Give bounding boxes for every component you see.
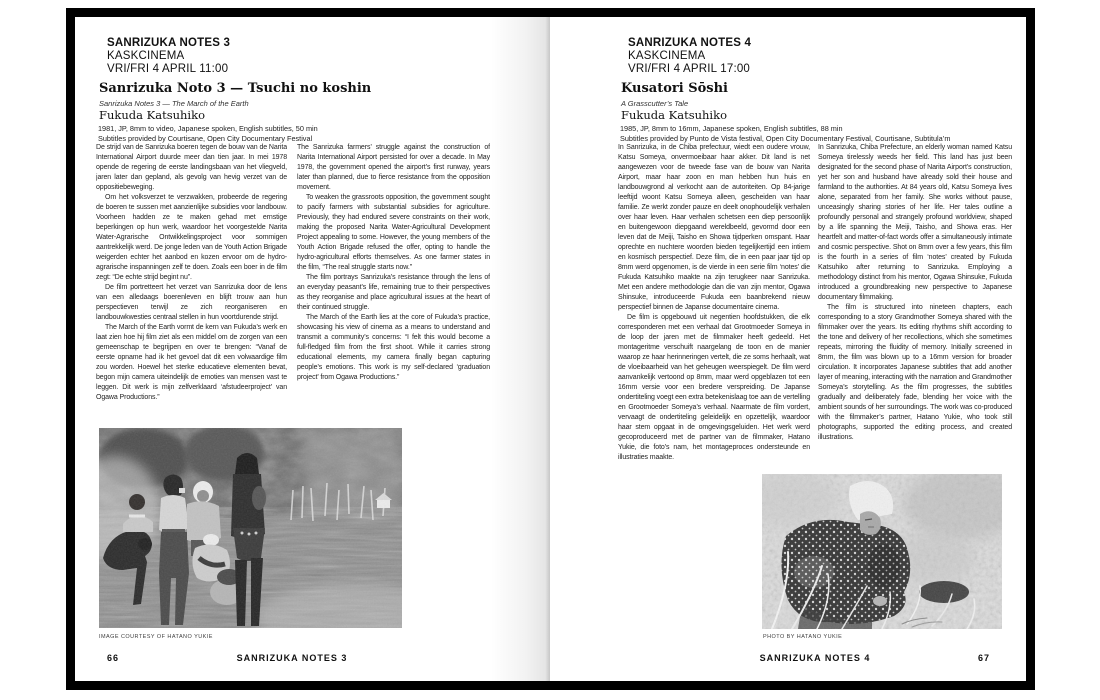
venue: KASKCINEMA xyxy=(628,50,706,62)
paragraph: De strijd van de Sanrizuka boeren tegen de bouw van de Narita International Airport duurde meer dan tien jaar. In mei 1978 opende de regering de eerste landingsbaan van het vliegveld, jaren later dan gepland, als gevolg van hevig verzet van de oppositiebeweging. xyxy=(96,144,287,191)
film-specs: 1985, JP, 8mm to 16mm, Japanese spoken, English subtitles, 88 min xyxy=(620,124,843,133)
venue: KASKCINEMA xyxy=(107,50,185,62)
running-title: SANRIZUKA NOTES 3 xyxy=(236,653,348,663)
screening-datetime: VRI/FRI 4 APRIL 17:00 xyxy=(628,63,751,75)
film-title: Sanrizuka Noto 3 — Tsuchi no koshin xyxy=(99,81,372,96)
paragraph: In Sanrizuka, Chiba Prefecture, an elderly woman named Katsu Someya tirelessly weeds her field. This land has just been designated for the second phase of Narita Airport’s construction, yet her son and husband have already sold their house and farmland to the authorities. At 84 years old, Katsu Someya lives alone, separated from her family. She works without pause, unceasingly sharing stories of her life. Her tales outline a profoundly personal and strangely profound worldview, shaped by a life spanning the Meiji, Taisho, and Showa eras. Her heartfelt and matter-of-fact words offer a simultaneously intimate and cosmic perspective. Shot on 8mm over a few years, this film is the fourth in a series of film ‘notes’ created by Fukuda Katsuhiko after returning to Sanrizuka. Employing a methodology distinct from his mentor, Ogawa Shinsuke, Fukuda introduced a groundbreaking new perspective to Japanese documentary filmmaking. xyxy=(818,144,1012,301)
film-director: Fukuda Katsuhiko xyxy=(621,108,727,122)
photo-caption: PHOTO BY HATANO YUKIE xyxy=(763,634,843,640)
film-credits: Subtitles provided by Courtisane, Open City Documentary Festival xyxy=(98,133,313,143)
photo-caption: IMAGE COURTESY OF HATANO YUKIE xyxy=(99,634,213,640)
screening-datetime: VRI/FRI 4 APRIL 11:00 xyxy=(107,63,229,75)
film-title: Kusatori Sōshi xyxy=(621,81,728,96)
screening-header xyxy=(107,37,230,76)
film-subtitle: A Grasscutter’s Tale xyxy=(621,99,689,108)
paragraph: The March of the Earth vormt de kern van Fukuda’s werk en laat zien hoe hij film ziet als een middel om de zorgen van een gemeenschap te begrijpen en over te brengen: “Vanaf de eerste opname had ik het gevoel dat dit een volwaardige film zou worden. Hoewel het sterke educatieve elementen bevat, begon mijn camera uiteindelijk de emoties van mensen vast te leggen. Dit werk is mijn zelfverklaard ‘afstudeerproject’ van Ogawa Productions.” xyxy=(96,324,287,401)
column-dutch xyxy=(96,143,287,425)
photo-grasscutter-woman xyxy=(762,474,1002,629)
film-meta xyxy=(620,124,950,143)
series-title: SANRIZUKA NOTES 3 xyxy=(107,37,231,49)
page-footer xyxy=(618,653,1012,667)
photo-farmers-field xyxy=(99,428,402,628)
page-number: 67 xyxy=(977,653,990,663)
film-director: Fukuda Katsuhiko xyxy=(99,108,205,122)
film-meta xyxy=(98,124,318,143)
film-specs: 1981, JP, 8mm to video, Japanese spoken, English subtitles, 50 min xyxy=(98,124,318,133)
page-right xyxy=(550,17,1026,681)
body-columns xyxy=(618,143,1012,471)
paragraph: De film is opgebouwd uit negentien hoofdstukken, die elk corresponderen met een verhaal dat Grootmoeder Someya in de loop der jaren met de filmmaker heeft gedeeld. Het montageritme verschuift naargelang de toon en de manier waarop ze haar herinneringen vertelt, die ze soms herhaalt, wat de vloeibaarheid van het geheugen weerspiegelt. De film werd aanvankelijk vertoond op 8mm, maar werd opgeblazen tot een 16mm versie voor een bredere verspreiding. De Japanse ondertiteling voegt een extra betekenislaag toe aan de vertelling en Grootmoeder Someya’s verhaal. Naarmate de film vordert, vervaagt de ondertiteling geleidelijk en opzettelijk, waardoor haar stem opgaat in de omgevingsgeluiden. Het werk werd gecoproduceerd met de partner van de filmmaker, Hatano Yukie, die foto’s nam, het montageproces ondersteunde en illustraties maakte. xyxy=(618,314,810,461)
series-title: SANRIZUKA NOTES 4 xyxy=(628,37,752,49)
paragraph: The film portrays Sanrizuka’s resistance through the lens of an everyday peasant’s life, remaining true to their perspectives as they reorganise and place agricultural issues at the heart of their continued struggle. xyxy=(297,274,490,311)
paragraph: De film portretteert het verzet van Sanrizuka door de lens van een alledaags boerenleven en blijft trouw aan hun perspectieven terwijl ze zich reorganiseren en landbouwkwesties centraal stellen in hun voortdurende strijd. xyxy=(96,284,287,321)
column-english xyxy=(297,143,490,425)
paragraph: The March of the Earth lies at the core of Fukuda’s practice, showcasing his view of cinema as a means to understand and transmit a community’s concerns: “I felt this would become a full-fledged film from the first shoot. While it carries strong educational elements, my camera finally began capturing people’s emotions. This work is my self-declared ‘graduation project’ from Ogawa Productions.” xyxy=(297,314,490,381)
running-title: SANRIZUKA NOTES 4 xyxy=(759,653,871,663)
paragraph: The Sanrizuka farmers’ struggle against the construction of Narita International Airport persisted for over a decade. In May 1978, the government opened the airport’s first runway, years later than planned, due to fierce resistance from the opposition movement. xyxy=(297,144,490,191)
page-number: 66 xyxy=(107,653,120,663)
page-left xyxy=(75,17,550,681)
paragraph: To weaken the grassroots opposition, the government sought to pacify farmers with substantial subsidies for agriculture. Previously, they had endured severe constraints on their work, making the proposed Narita Water-Agricultural Development Project appealing to some. However, the young members of the Youth Action Brigade refused the offer, opting to handle the hydro-agricultural efforts themselves. As one farmer states in the film, “The real struggle starts now.” xyxy=(297,194,490,271)
paragraph: The film is structured into nineteen chapters, each corresponding to a story Grandmother Someya shared with the filmmaker over the years. Its editing rhythms shift according to the tone and delivery of her recollections, which she sometimes repeats, mirroring the fluidity of memory. Initially screened in 8mm, the film was blown up to a 16mm version for broader circulation. It incorporates Japanese subtitles that add another layer of meaning, interacting with the narration and Grandmother Someya’s storytelling. As the film progresses, the subtitles gradually and deliberately fade, blending her voice with the ambient sounds of her surroundings. The work was co-produced with the filmmaker’s partner, Hatano Yukie, who took still photographs, supported the editing process, and created illustrations. xyxy=(818,304,1012,441)
paragraph: In Sanrizuka, in de Chiba prefectuur, wiedt een oudere vrouw, Katsu Someya, onvermoeibaar haar akker. Dit land is net aangewezen voor de tweede fase van de bouw van Narita Airport, maar haar zoon en man hebben hun huis en landbouwgrond al verkocht aan de autoriteiten. Op 84-jarige leeftijd woont Katsu Someya alleen, gescheiden van haar familie. Ze werkt zonder pauze en deelt onophoudelijk verhalen over haar leven. Haar verhalen schetsen een diep persoonlijk en buitengewoon diepgaand wereldbeeld, gevormd door een leven dat de Meiji, Taisho en Showa tijdperken omspant. Haar oprechte en nuchtere woorden bieden tegelijkertijd een intiem en kosmisch perspectief. Deze film, die in een paar jaar tijd op 8mm werd opgenomen, is de vierde in een serie film ‘notes’ die Fukuda Katsuhiko maakte na zijn terugkeer naar Sanrizuka. Met een andere methodologie dan die van zijn mentor, Ogawa Shinsuke, introduceerde Fukuda een baanbrekend nieuw perspectief binnen de Japanse documentaire cinema. xyxy=(618,144,810,311)
screening-header xyxy=(628,37,751,76)
paragraph: Om het volksverzet te verzwakken, probeerde de regering de boeren te sussen met aanzienlijke subsidies voor landbouw. Voorheen hadden ze te maken gehad met ernstige beperkingen op hun werk, waardoor het voorgestelde Narita Water-Agrarische Ontwikkelingsproject voor sommigen aantrekkelijk werd. De jonge leden van de Youth Action Brigade weigerden echter het aanbod en kozen ervoor om de hydro-agrarische inspanningen zelf te doen. Zoals een boer in de film zegt: “De echte strijd begint nu”. xyxy=(96,194,287,281)
film-credits: Subtitles provided by Punto de Vista festival, Open City Documentary Festival, Courtisane, Subtitula’m xyxy=(620,133,951,143)
film-subtitle: Sanrizuka Notes 3 — The March of the Earth xyxy=(99,99,249,108)
body-columns xyxy=(96,143,490,425)
column-english xyxy=(818,143,1012,471)
column-dutch xyxy=(618,143,810,471)
page-footer xyxy=(96,653,488,667)
